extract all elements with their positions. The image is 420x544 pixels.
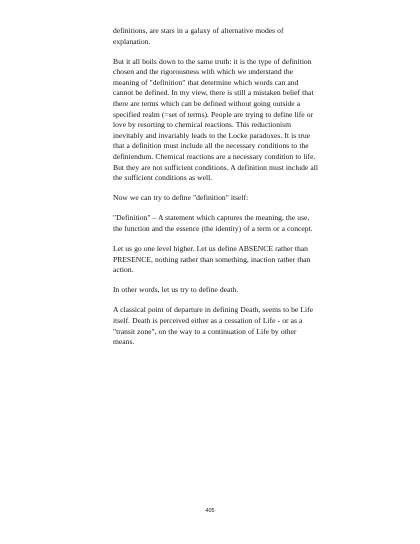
paragraph-3: Now we can try to define "definition" itself: [113, 193, 249, 203]
paragraph-1: definitions, are stars in a galaxy of alternative modes of explanation. [113, 26, 284, 46]
paragraph-4: "Definition" – A statement which captures the meaning, the use, the function and the essence (the identity) of a term or a concept. [113, 213, 313, 233]
paragraph-6: In other words, let us try to define death. [113, 285, 239, 295]
page-number: 405 [205, 508, 215, 514]
paragraph-5: Let us go one level higher. Let us define ABSENCE rather than PRESENCE, nothing rather than something, inaction rather than action. [113, 244, 311, 275]
document-body [113, 26, 319, 357]
paragraph-7: A classical point of departure in defining Death, seems to be Life itself. Death is perceived either as a cessation of Life - or as a "transit zone", on the way to a continuation of Life by other means. [113, 305, 313, 347]
paragraph-2: But it all boils down to the same truth: it is the type of definition chosen and the rigorousness with which we understand the meaning of "definition" that determine which words can and cannot be defined. In my view, there is still a mistaken belief that there are terms which can be defined without going outside a specified realm (=set of terms). People are trying to define life or love by resorting to chemical reactions. This reductionism inevitably and invariably leads to the Locke paradoxes. It is true that a definition must include all the necessary conditions to the definiendum. Chemical reactions are a necessary condition to life. But they are not sufficient conditions. A definition must include all the sufficient conditions as well. [113, 56, 318, 183]
